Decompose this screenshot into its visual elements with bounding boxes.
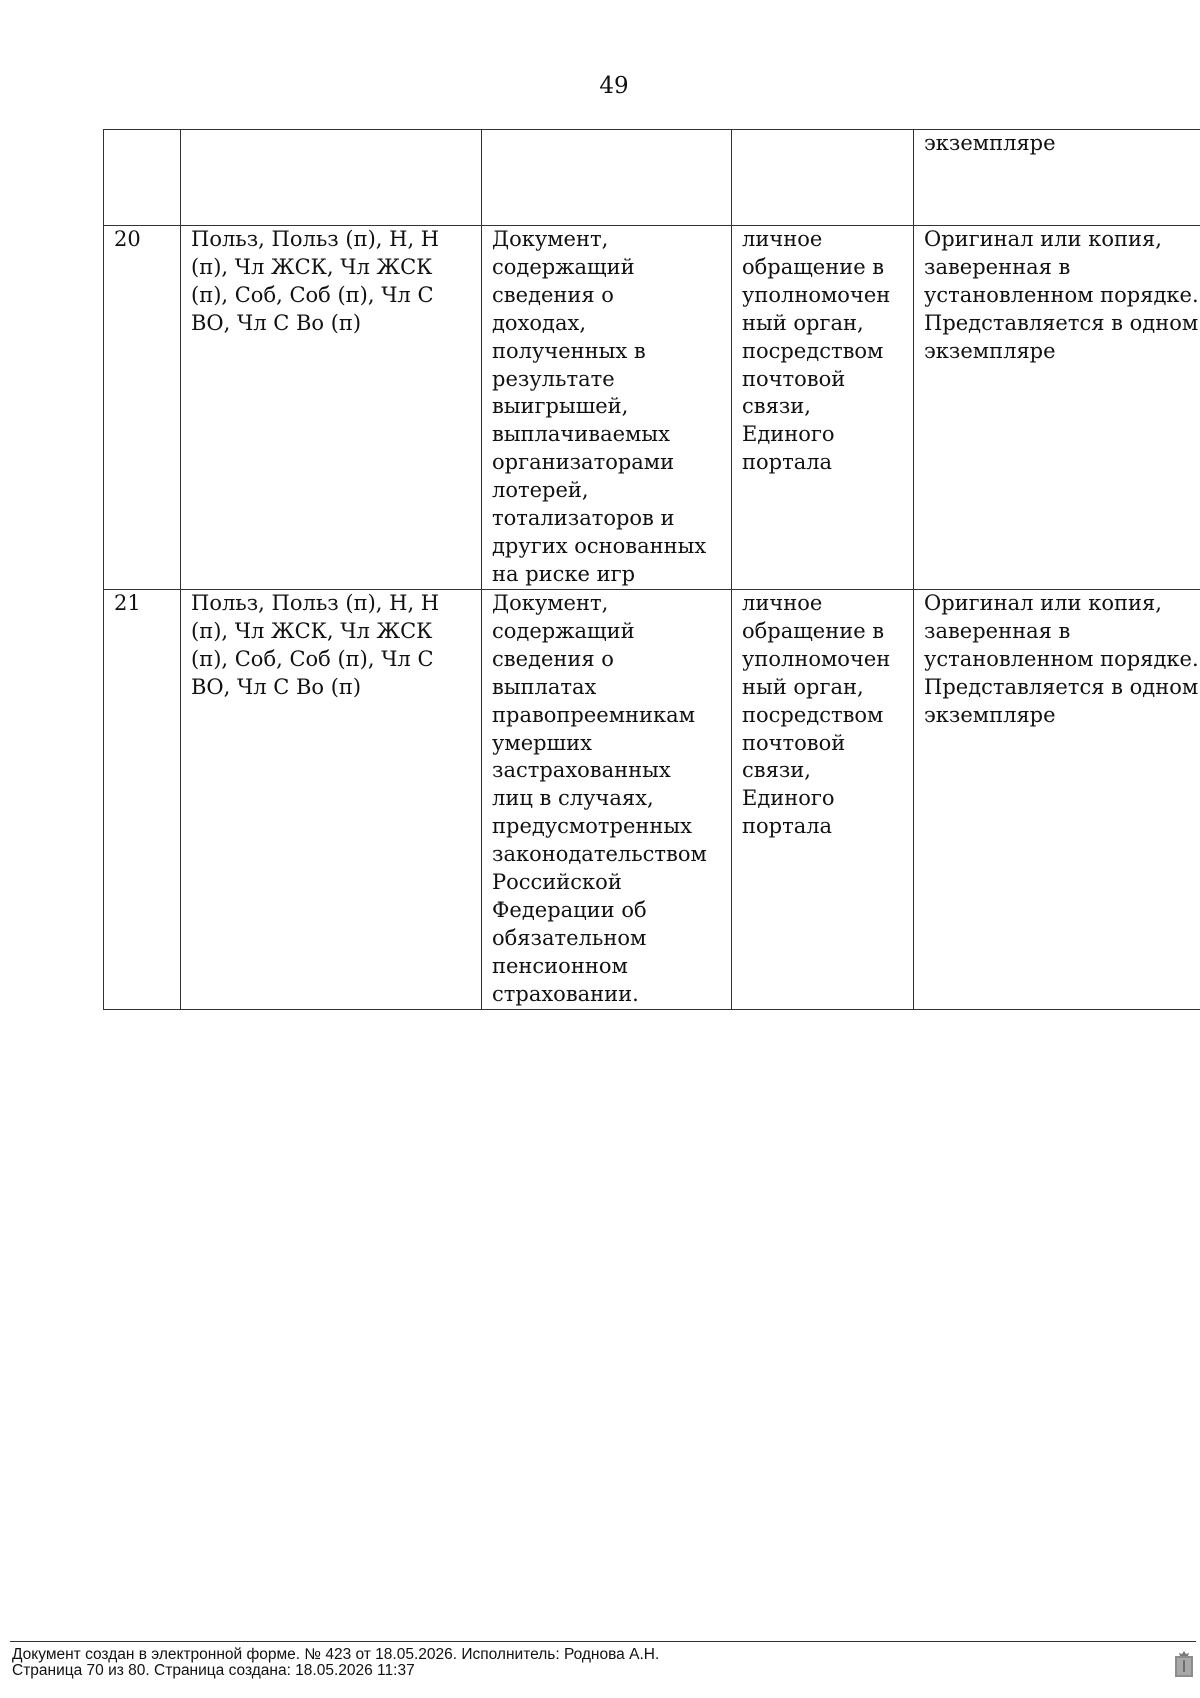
table-row [104,226,1200,590]
row-number-cell [104,130,181,226]
row-number-cell: 20 [104,226,181,590]
document-cell: Документ, содержащий сведения о доходах, полученных в результате выигрышей, выплачиваемых организаторами лотерей, тотализаторов и других основанных на риске игр [482,226,732,590]
document-table [103,129,1200,1010]
method-cell: личное обращение в уполномочен ный орган, посредством почтовой связи, Единого портала [732,226,914,590]
row-number-cell: 21 [104,590,181,1010]
form-cell: экземпляре [914,130,1200,226]
footer [12,1647,659,1679]
document-cell [482,130,732,226]
method-cell: личное обращение в уполномочен ный орган, посредством почтовой связи, Единого портала [732,590,914,1010]
coat-of-arms-icon [1174,1650,1194,1678]
table-row [104,130,1200,226]
form-cell: Оригинал или копия, заверенная в установленном порядке. Представляется в одном экземпляре [914,590,1200,1010]
page-number: 49 [599,73,629,99]
applicants-cell: Польз, Польз (п), Н, Н (п), Чл ЖСК, Чл ЖСК (п), Соб, Соб (п), Чл С ВО, Чл С Во (п) [181,590,482,1010]
document-cell: Документ, содержащий сведения о выплатах правопреемникам умерших застрахованных лиц в случаях, предусмотренных законодательством Российской Федерации об обязательном пенсионном страховании. [482,590,732,1010]
applicants-cell [181,130,482,226]
footer-divider [10,1641,1196,1642]
method-cell [732,130,914,226]
applicants-cell: Польз, Польз (п), Н, Н (п), Чл ЖСК, Чл ЖСК (п), Соб, Соб (п), Чл С ВО, Чл С Во (п) [181,226,482,590]
footer-line-2: Страница 70 из 80. Страница создана: 18.05.2026 11:37 [12,1662,415,1679]
table-row [104,590,1200,1010]
form-cell: Оригинал или копия, заверенная в установленном порядке. Представляется в одном экземпляре [914,226,1200,590]
footer-line-1: Документ создан в электронной форме. № 423 от 18.05.2026. Исполнитель: Роднова А.Н. [12,1646,660,1663]
